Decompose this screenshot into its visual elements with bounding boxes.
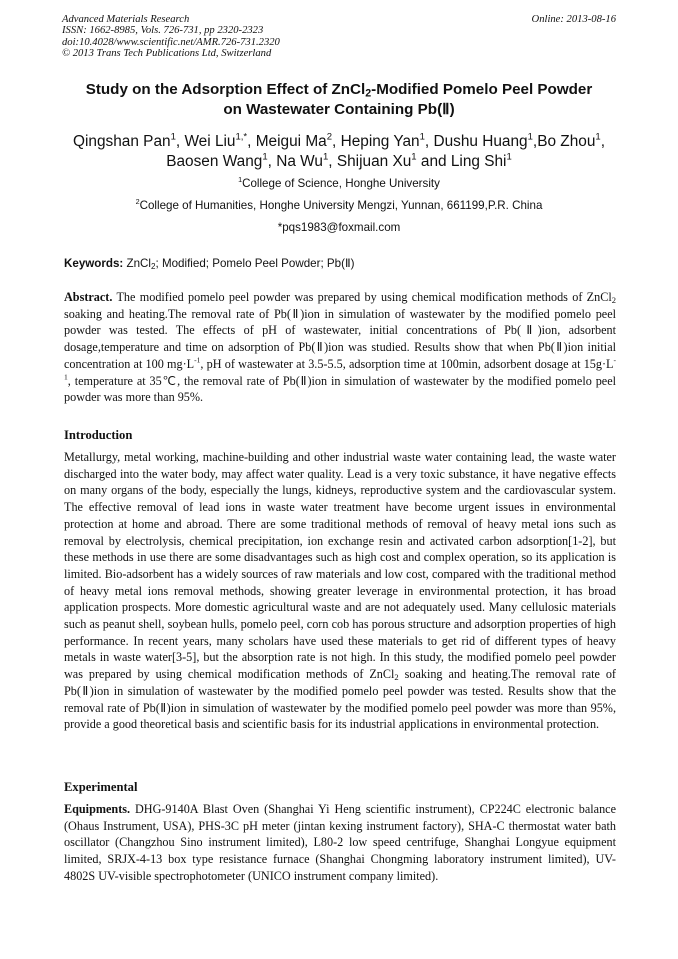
author-name: Na Wu (276, 153, 323, 170)
copyright-line: © 2013 Trans Tech Publications Ltd, Switzerland (62, 47, 272, 59)
author-name: Shijuan Xu (336, 153, 412, 170)
author-affiliation-mark: 1,* (235, 131, 248, 143)
abstract-superscript: -1 (64, 355, 616, 382)
author-affiliation-mark: 1 (419, 131, 425, 143)
paper-title (40, 80, 638, 120)
author-affiliation-mark: 1 (506, 151, 512, 163)
corresponding-email[interactable]: *pqs1983@foxmail.com (277, 221, 401, 234)
abstract-text: , temperature at 35℃, the removal rate of Pb(Ⅱ)ion in simulation of wastewater by the modified pomelo peel powder was more than 95%. (64, 373, 616, 405)
abstract-text: The modified pomelo peel powder was prepared by using chemical modification methods of ZnCl (112, 290, 612, 304)
affiliation-number: 2 (135, 196, 140, 206)
author-affiliation-mark: 1 (595, 131, 601, 143)
affiliation-2 (40, 196, 638, 212)
affiliation-text: College of Humanities, Honghe University Mengzi, Yunnan, 661199,P.R. China (139, 199, 543, 212)
abstract-text: soaking and heating.The removal rate of Pb(Ⅱ)ion in simulation of wastewater by the modified pomelo peel powder was tested. The effects of pH of wastewater, initial concentrations of Pb(Ⅱ)ion, adsorbent dosage,temperature and time on adsorption of Pb(Ⅱ)ion was studied. Results show that when Pb(Ⅱ)ion initial concentration at 100 mg·L (64, 306, 616, 371)
author-separator: , (175, 133, 185, 150)
keywords-text: ZnCl (123, 257, 151, 270)
author-line-2 (40, 152, 638, 172)
experimental-heading: Experimental (64, 780, 138, 794)
keywords-subscript: 2 (150, 262, 156, 272)
author-separator: and (416, 153, 451, 170)
author-name: Baosen Wang (166, 153, 263, 170)
author-separator: , (247, 133, 256, 150)
keywords-label: Keywords: (64, 257, 124, 270)
author-name: Bo Zhou (537, 133, 596, 150)
author-affiliation-mark: 1 (170, 131, 176, 143)
author-affiliation-mark: 1 (262, 151, 268, 163)
issn-line: ISSN: 1662-8985, Vols. 726-731, pp 2320-2323 (62, 25, 264, 37)
affiliation-text: College of Science, Honghe University (242, 177, 440, 190)
author-name: Dushu Huang (433, 133, 528, 150)
introduction-subscript: 2 (394, 672, 399, 683)
abstract-superscript: -1 (194, 355, 201, 365)
author-separator: , (532, 133, 538, 150)
author-name: Ling Shi (450, 153, 507, 170)
author-name: Heping Yan (340, 133, 420, 150)
journal-name: Advanced Materials Research (62, 14, 190, 25)
abstract-subscript: 2 (611, 295, 616, 306)
author-separator: , (332, 133, 341, 150)
introduction-text: soaking and heating.The removal rate of Pb(Ⅱ)ion in simulation of wastewater by the modified pomelo peel powder was tested. Results show that the removal rate of Pb(Ⅱ)ion in simulation of wastewater by the modified pomelo peel powder was more than 95%, provide a good theoretical basis and scientific basis for its industrial applications in environmental protection. (64, 667, 616, 732)
author-name: Meigui Ma (255, 133, 327, 150)
equipments-label: Equipments. (64, 802, 131, 816)
author-name: Wei Liu (184, 133, 236, 150)
author-line-1 (40, 132, 638, 152)
journal-header (62, 14, 616, 59)
author-separator: , (267, 153, 277, 170)
title-part2: -Modified Pomelo Peel Powder (371, 81, 593, 98)
author-separator: , (328, 153, 337, 170)
abstract (64, 289, 616, 406)
introduction-body (64, 449, 616, 733)
title-part1: Study on the Adsorption Effect of ZnCl (85, 81, 366, 98)
author-separator: , (600, 133, 605, 150)
keywords (64, 256, 616, 270)
author-name: Qingshan Pan (73, 133, 171, 150)
keywords-text: ; Modified; Pomelo Peel Powder; Pb(Ⅱ) (155, 257, 355, 270)
title-subscript: 2 (365, 87, 372, 100)
abstract-text: , pH of wastewater at 3.5-5.5, adsorption time at 100min, adsorbent dosage at 15g·L (200, 356, 614, 371)
online-date: Online: 2013-08-16 (531, 14, 616, 25)
introduction-text: Metallurgy, metal working, machine-building and other industrial waste water containing lead, the waste water discharged into the water body, may affect water quality. Lead is a very toxic substance, it have negative effects on many organs of the body, especially the lungs, kidneys, reproductive system and the cardiovascular system. The effective removal of lead ions in waste water treatment have become urgent issues in environmental protection at home and abroad. There are some traditional methods of removal of heavy metal ions such as removal by electrolysis, chemical precipitation, ion exchange resin and activated carbon adsorption[1-2], but these methods in use there are some disadvantages such as high cost and complex operation, so its application is limited. Bio-adsorbent has a widely sources of raw materials and low cost, compared with the traditional method of heavy metal ions removal methods, showing greater leverage in environmental protection, it has broad application prospects. More domestic agricultural waste and are not adequately used. Many cellulosic materials such as peanut shell, soybean hulls, pomelo peel, corn cob has porous structure and adsorption properties of high performance. In recent years, many scholars have used these materials to get rid of different types of heavy metals in waste water[3-5], but the absorption rate is not high. In this study, the modified pomelo peel powder was prepared by using chemical modification methods of ZnCl (64, 450, 616, 682)
affiliation-number: 1 (238, 174, 243, 184)
author-affiliation-mark: 1 (411, 151, 417, 163)
author-affiliation-mark: 2 (326, 131, 333, 143)
author-affiliation-mark: 1 (322, 151, 329, 163)
abstract-label: Abstract. (64, 290, 113, 304)
author-list (40, 132, 638, 172)
author-affiliation-mark: 1 (527, 131, 533, 143)
author-separator: , (424, 133, 434, 150)
introduction-heading: Introduction (64, 428, 133, 442)
affiliation-1 (40, 174, 638, 190)
title-line2: on Wastewater Containing Pb(Ⅱ) (223, 101, 455, 118)
equipments-text: DHG-9140A Blast Oven (Shanghai Yi Heng scientific instrument), CP224C electronic balance (Ohaus Instrument, USA), PHS-3C pH meter (jintan kexing instrument factory), SHA-C thermostat water bath oscillator (Changzhou Sino instrument limited), L80-2 low speed centrifuge, Shanghai Longyue equipment limited, SRJX-4-13 box type resistance furnace (Shanghai Chongming laboratory instrument limited), UV-4802S UV-visible spectrophotometer (UNICO instrument company limited). (64, 802, 616, 883)
equipments-paragraph (64, 801, 616, 885)
doi-line: doi:10.4028/www.scientific.net/AMR.726-731.2320 (62, 36, 280, 48)
